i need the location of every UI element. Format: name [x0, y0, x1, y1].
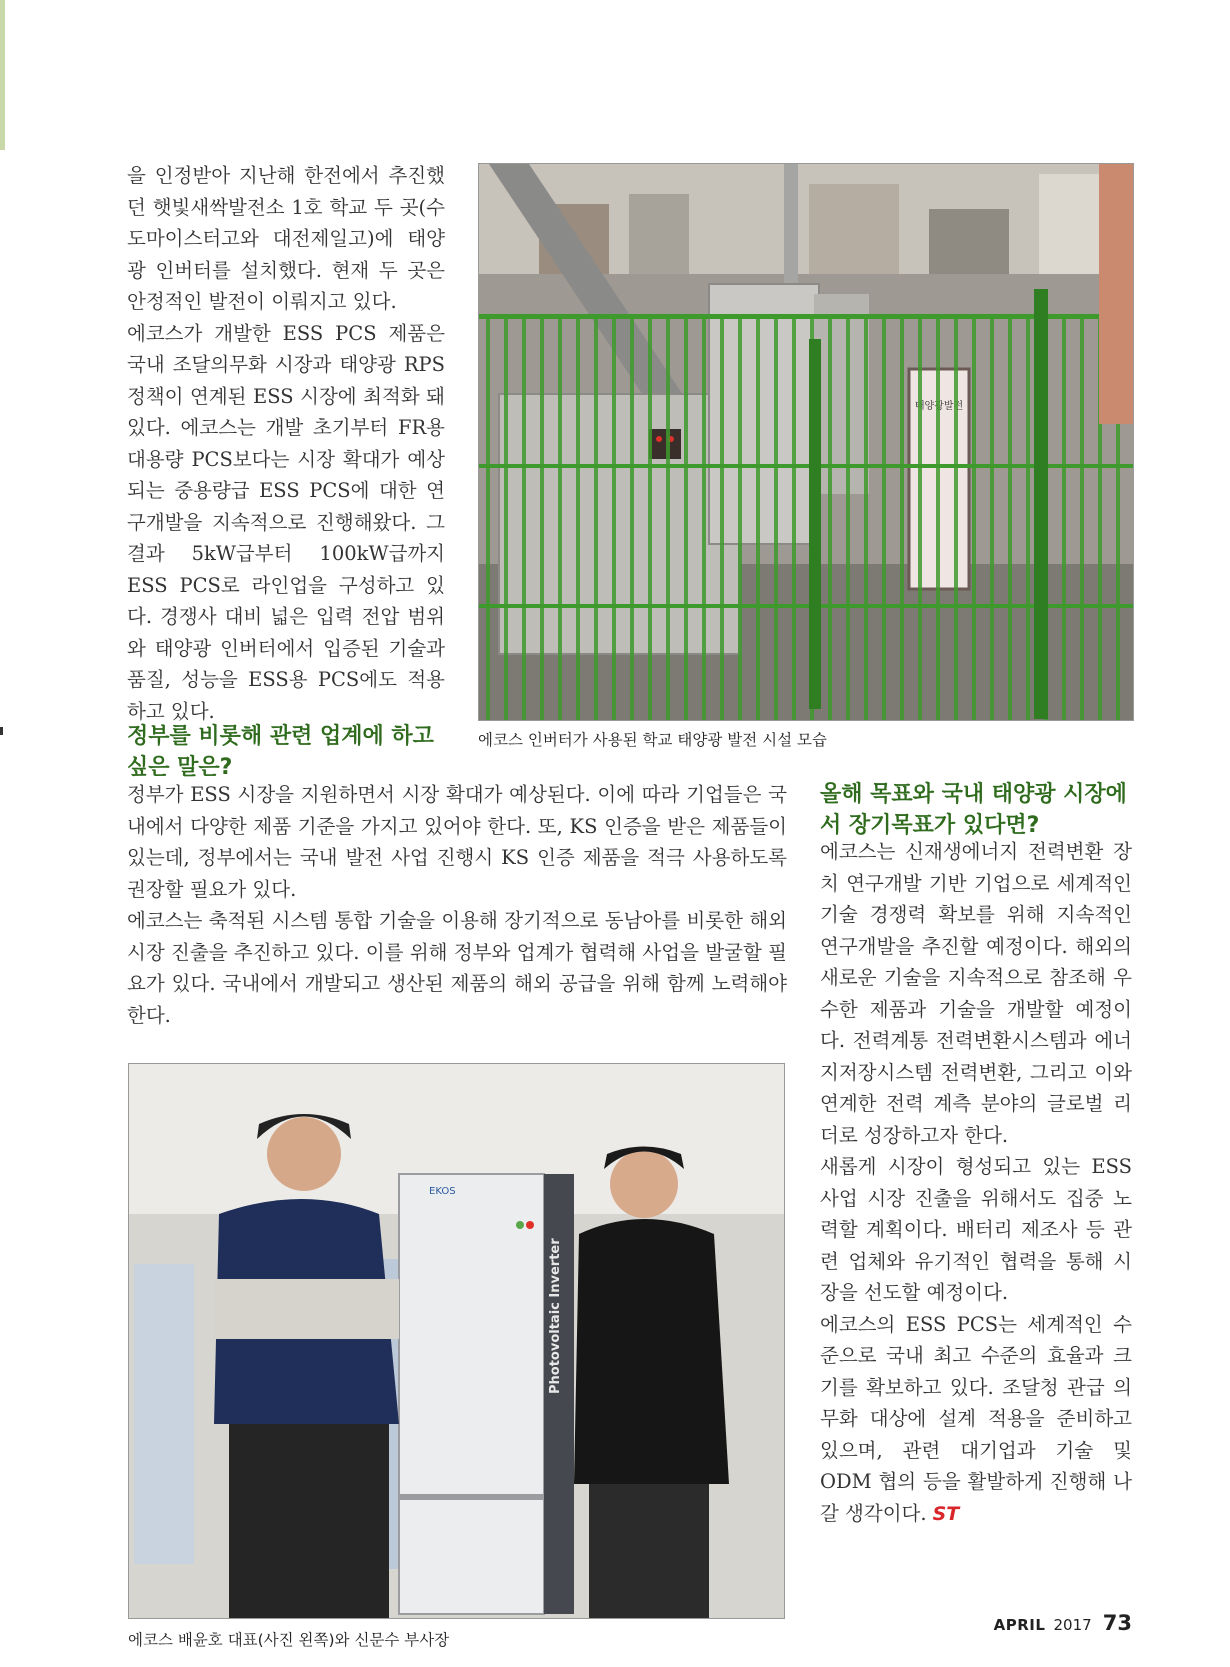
question-heading: 올해 목표와 국내 태양광 시장에서 장기목표가 있다면?: [820, 782, 1127, 838]
page-footer: [994, 1611, 1132, 1635]
page-edge-accent: [0, 0, 5, 150]
page-number: 73: [1102, 1611, 1132, 1635]
photo-caption: 에코스 배윤호 대표(사진 왼쪽)와 신문수 부사장: [128, 1631, 450, 1649]
solar-facility-photo: [478, 163, 1134, 721]
answer-text: [820, 836, 1132, 1530]
inverter-label: Photovoltaic Inverter: [548, 1238, 563, 1394]
paragraph: 에코스는 신재생에너지 전력변환 장치 연구개발 기반 기업으로 세계적인 기술 경쟁력 확보를 위해 지속적인 연구개발을 추진할 예정이다. 해외의 새로운 기술을 지속적으로 참조해 우수한 제품과 기술을 개발할 예정이다. 전력계통 전력변환시스템과 에너지저장시스템 전력변환, 그리고 이와 연계한 전력 계측 분야의 글로벌 리더로 성장하고자 한다.: [820, 840, 1132, 1147]
paragraph-text: 에코스의 ESS PCS는 세계적인 수준으로 국내 최고 수준의 효율과 크기를 확보하고 있다. 조달청 관급 의무화 대상에 설계 적용을 준비하고 있으며, 관련 대기업과 기술 및 ODM 협의 등을 활발하게 진행해 나갈 생각이다.: [820, 1312, 1132, 1525]
paragraph: 을 인정받아 지난해 한전에서 추진했던 햇빛새싹발전소 1호 학교 두 곳(수도마이스터고와 대전제일고)에 태양광 인버터를 설치했다. 현재 두 곳은 안정적인 발전이 이뤄지고 있다.: [127, 164, 445, 313]
paragraph: 새롭게 시장이 형성되고 있는 ESS 사업 시장 진출을 위해서도 집중 노력할 계획이다. 배터리 제조사 등 관련 업체와 유기적인 협력을 통해 시장을 선도할 예정이다.: [820, 1155, 1132, 1304]
st-logo-mark: ST: [932, 1502, 960, 1525]
paragraph: [820, 1309, 1132, 1531]
page-edge-tick: [0, 727, 3, 735]
issue-month: APRIL: [993, 1616, 1046, 1634]
paragraph: 에코스는 축적된 시스템 통합 기술을 이용해 장기적으로 동남아를 비롯한 해외시장 진출을 추진하고 있다. 이를 위해 정부와 업계가 협력해 사업을 발굴할 필요가 있다. 국내에서 개발되고 생산된 제품의 해외 공급을 위해 함께 노력해야 한다.: [127, 909, 787, 1027]
paragraph: 정부가 ESS 시장을 지원하면서 시장 확대가 예상된다. 이에 따라 기업들은 국내에서 다양한 제품 기준을 가지고 있어야 한다. 또, KS 인증을 받은 제품들이 있는데, 정부에서는 국내 발전 사업 진행시 KS 인증 제품을 적극 사용하도록 권장할 필요가 있다.: [127, 783, 787, 901]
article-column-1: [127, 160, 445, 727]
answer-text: [127, 779, 787, 1031]
brand-logo-text: EKOS: [429, 1186, 456, 1197]
paragraph: 에코스가 개발한 ESS PCS 제품은 국내 조달의무화 시장과 태양광 RPS 정책이 연계된 ESS 시장에 최적화 돼 있다. 에코스는 개발 초기부터 FR용 대용량 PCS보다는 시장 확대가 예상되는 중용량급 ESS PCS에 대한 연구개발을 지속적으로 진행해왔다. 그 결과 5kW급부터 100kW급까지 ESS PCS로 라인업을 구성하고 있다. 경쟁사 대비 넓은 입력 전압 범위와 태양광 인버터에서 입증된 기술과 품질, 성능을 ESS용 PCS에도 적용하고 있다.: [127, 321, 445, 723]
executives-photo: [128, 1063, 785, 1619]
photo-caption: 에코스 인버터가 사용된 학교 태양광 발전 시설 모습: [478, 731, 827, 749]
issue-year: 2017: [1053, 1616, 1092, 1634]
question-heading: 정부를 비롯해 관련 업계에 하고 싶은 말은?: [127, 724, 434, 780]
